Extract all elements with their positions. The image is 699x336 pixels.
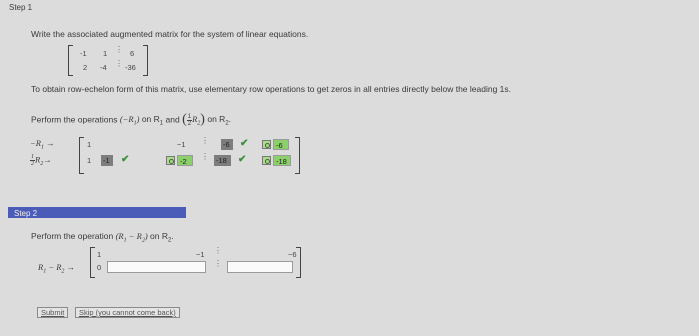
result-divider: ⋮ xyxy=(201,152,209,161)
step2-cell: −1 xyxy=(196,250,205,259)
answer-key-icon[interactable] xyxy=(262,140,271,149)
step1-instruction: Write the associated augmented matrix for the system of linear equations. xyxy=(31,29,309,39)
check-icon: ✔ xyxy=(121,154,130,165)
step2-left-bracket xyxy=(90,247,95,278)
result-right-bracket xyxy=(295,137,300,174)
matrix-cell: -1 xyxy=(80,49,87,58)
row2-op-label: $\frac{1}{2}$ $R_2\to$ xyxy=(31,154,52,168)
operation-on: on $R_1$ xyxy=(141,114,164,127)
matrix-left-bracket xyxy=(68,45,73,76)
matrix-cell: 1 xyxy=(103,49,108,58)
correct-answer-r1c3: -6 xyxy=(273,139,289,150)
operation-and: and xyxy=(165,114,180,125)
operation-on-r2: on $R_2$. xyxy=(207,114,232,127)
step2-cell: 1 xyxy=(97,250,102,259)
answer-box-r2c2: -1 xyxy=(101,155,113,166)
check-icon: ✔ xyxy=(240,138,249,149)
step2-input-r2c2[interactable] xyxy=(107,261,206,273)
operations-sentence: Perform the operations $(-R_1)$ on $R_1$ and ( $\frac{1}{2}$ $R_2$) on $R_2$. xyxy=(31,112,232,127)
step2-right-bracket xyxy=(296,247,301,278)
operations-prefix: Perform the operations xyxy=(31,114,118,125)
skip-button[interactable]: Skip (you cannot come back) xyxy=(75,307,180,318)
answer-box-r1c3: -6 xyxy=(221,139,233,150)
check-icon: ✔ xyxy=(238,154,247,165)
step1-label: Step 1 xyxy=(9,3,33,12)
matrix-divider: ⋮ xyxy=(115,45,123,54)
answer-key-icon[interactable] xyxy=(262,156,271,165)
step2-divider: ⋮ xyxy=(214,246,222,255)
matrix-cell: 6 xyxy=(130,49,135,58)
step2-cell: −6 xyxy=(288,250,297,259)
submit-button[interactable]: Submit xyxy=(37,307,68,318)
step1-explanation: To obtain row-echelon form of this matrix, use elementary row operations to get zeros in all entries directly below the leading 1s. xyxy=(31,84,512,94)
step2-divider: ⋮ xyxy=(214,259,222,268)
step2-row-op-label: $R_1 - R_2$ → xyxy=(38,262,76,275)
matrix-cell: -36 xyxy=(125,63,136,72)
result-left-bracket xyxy=(79,137,84,174)
result-divider: ⋮ xyxy=(201,136,209,145)
correct-answer-r2c3: -18 xyxy=(273,155,291,166)
step2-cell: 0 xyxy=(97,263,102,272)
operation-fraction: $\frac{1}{2}$ xyxy=(187,113,192,127)
matrix-cell: -4 xyxy=(100,63,107,72)
answer-key-icon[interactable] xyxy=(166,156,175,165)
result-cell: 1 xyxy=(87,140,92,149)
step2-operation-sentence: Perform the operation $(R_1 - R_2)$ on $R_2$. xyxy=(31,231,174,244)
matrix-cell: 2 xyxy=(83,63,88,72)
matrix-right-bracket xyxy=(143,45,148,76)
step2-input-r2c3[interactable] xyxy=(227,261,293,273)
row1-op-label: $-R_1$ → xyxy=(30,138,55,151)
answer-box-r2c3: -18 xyxy=(214,155,231,166)
matrix-divider: ⋮ xyxy=(115,59,123,68)
result-cell: 1 xyxy=(87,156,92,165)
result-cell: −1 xyxy=(177,140,186,149)
correct-answer-r2c2: -2 xyxy=(177,155,193,166)
step2-label: Step 2 xyxy=(14,209,38,218)
operation-neg-r1: $(-R_1)$ xyxy=(119,114,140,127)
